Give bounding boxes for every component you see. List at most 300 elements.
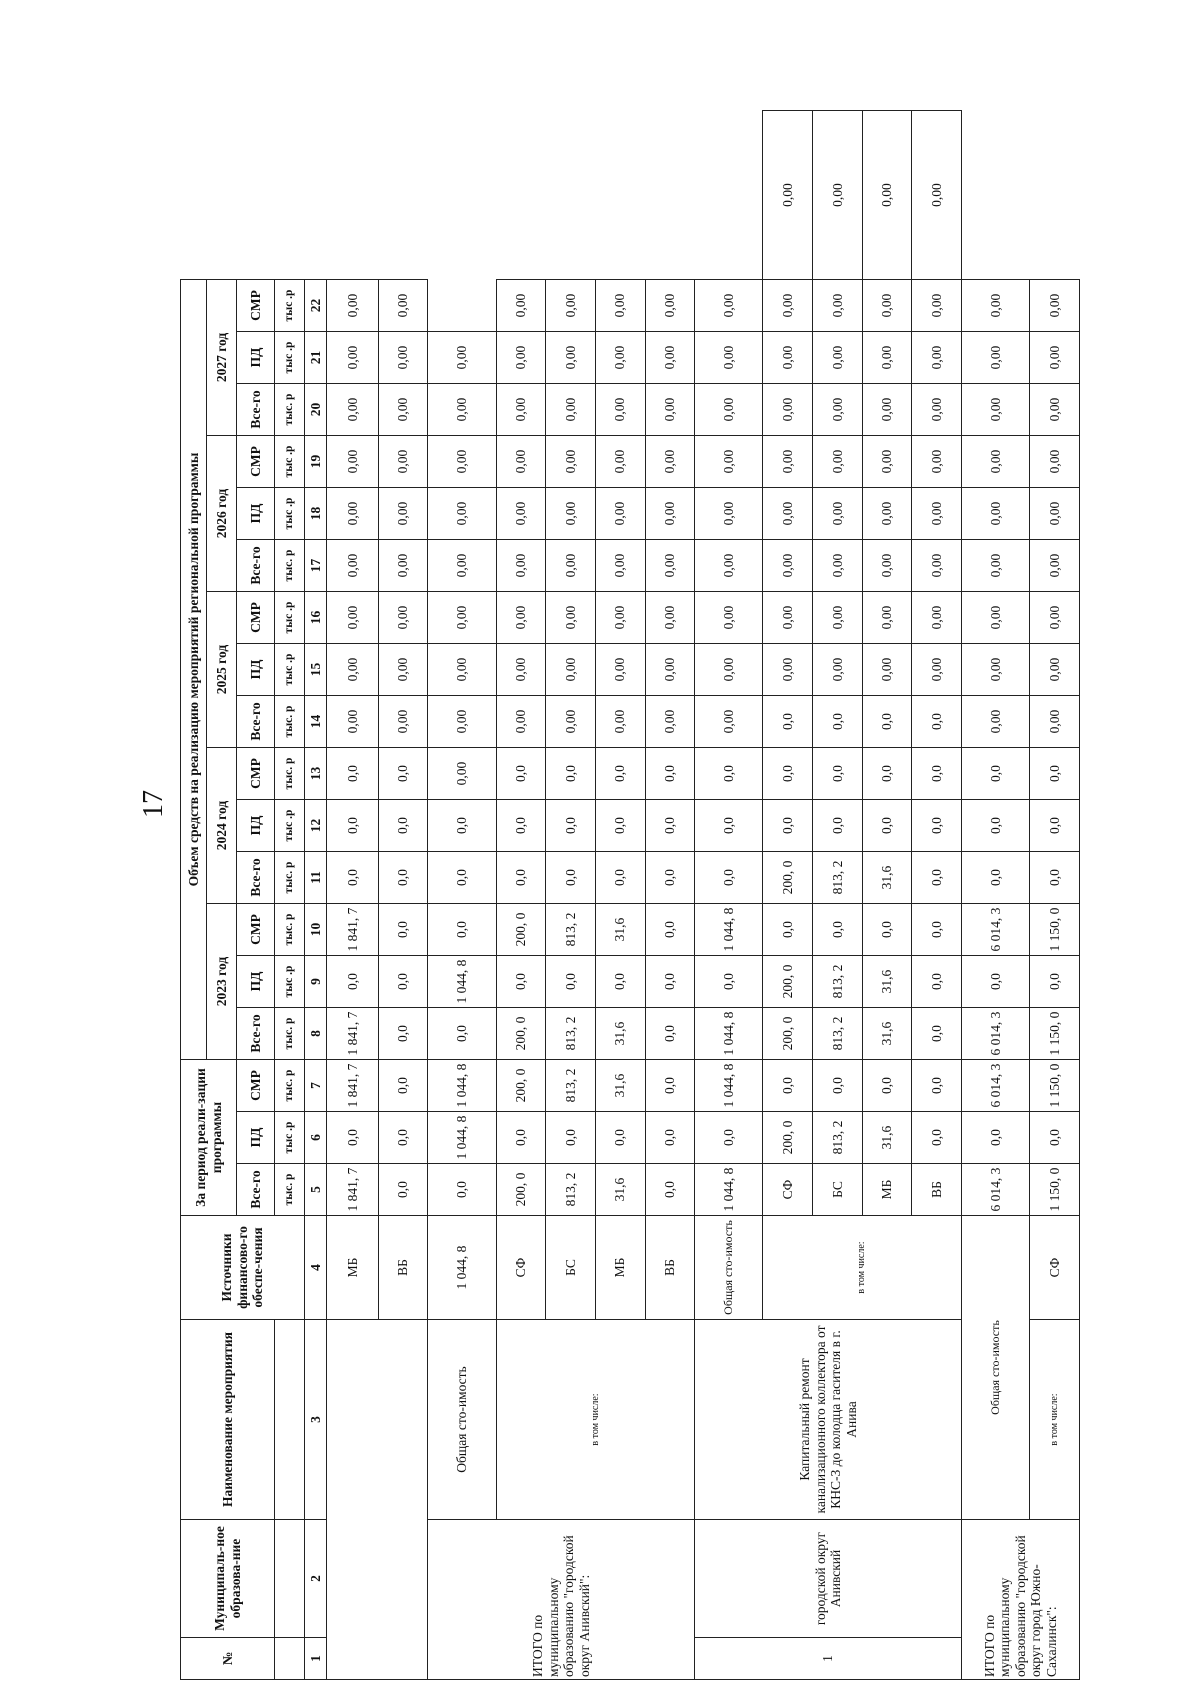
header-mo: Муниципаль-ное образова-ние [181, 1520, 275, 1638]
value-cell: 0,0 [763, 696, 813, 748]
col-number: 17 [305, 540, 327, 592]
value-cell: 0,00 [763, 540, 813, 592]
header-year-2026: 2026 год [207, 436, 237, 592]
value-cell: 0,00 [645, 592, 695, 644]
value-cell: 0,00 [813, 111, 863, 280]
value-cell: 0,0 [546, 748, 596, 800]
value-cell: 0,00 [962, 332, 1030, 384]
header-no: № [181, 1638, 275, 1680]
value-cell: 0,00 [327, 644, 379, 696]
col-number: 4 [305, 1216, 327, 1320]
value-cell: 0,00 [496, 592, 546, 644]
value-cell: 0,0 [546, 1112, 596, 1164]
value-cell: 0,00 [595, 384, 645, 436]
value-cell: 0,0 [695, 748, 763, 800]
value-cell: 0,0 [763, 800, 813, 852]
value-cell: 0,00 [546, 644, 596, 696]
col-number: 20 [305, 384, 327, 436]
value-cell: 0,0 [813, 696, 863, 748]
sub-all: Все-го [237, 1164, 275, 1216]
table-row [327, 111, 379, 1680]
col-number: 8 [305, 1008, 327, 1060]
unit-pd: тыс .р [275, 956, 305, 1008]
value-cell: 0,0 [862, 904, 912, 956]
value-cell: 0,00 [645, 488, 695, 540]
value-cell: 0,00 [428, 748, 496, 800]
value-cell: 0,0 [378, 1008, 428, 1060]
value-cell: 6 014, 3 [962, 1164, 1030, 1216]
value-cell: 0,00 [695, 279, 763, 331]
header-source: Источники финансово-го обеспе-чения [181, 1216, 305, 1320]
value-cell: 1 841, 7 [327, 1060, 379, 1112]
value-cell: 813, 2 [813, 956, 863, 1008]
source-label: ВБ [378, 1216, 428, 1320]
value-cell: 0,00 [645, 644, 695, 696]
value-cell: 0,00 [645, 384, 695, 436]
value-cell: 0,0 [496, 800, 546, 852]
value-cell: 0,0 [378, 852, 428, 904]
value-cell: 0,0 [645, 904, 695, 956]
value-cell: 31,6 [862, 852, 912, 904]
value-cell: 1 150, 0 [1030, 1008, 1080, 1060]
value-cell: 0,00 [962, 384, 1030, 436]
value-cell: 200, 0 [763, 1112, 813, 1164]
value-cell: 0,00 [962, 279, 1030, 331]
value-cell: 0,00 [912, 436, 962, 488]
sub-pd: ПД [237, 644, 275, 696]
value-cell: 0,00 [428, 436, 496, 488]
value-cell: 0,0 [595, 956, 645, 1008]
unit-pd: тыс .р [275, 488, 305, 540]
value-cell: 1 841, 7 [327, 904, 379, 956]
value-cell: 0,00 [595, 436, 645, 488]
value-cell: 6 014, 3 [962, 1008, 1030, 1060]
value-cell: 0,00 [813, 644, 863, 696]
value-cell: 0,0 [912, 904, 962, 956]
value-cell: 813, 2 [546, 1060, 596, 1112]
value-cell: 0,00 [912, 488, 962, 540]
unit-pd: тыс .р [275, 800, 305, 852]
value-cell: 0,00 [763, 488, 813, 540]
value-cell: 0,00 [813, 436, 863, 488]
value-cell: 0,00 [378, 279, 428, 331]
sub-all: Все-го [237, 1008, 275, 1060]
value-cell: 0,00 [496, 332, 546, 384]
source-label: СФ [496, 1216, 546, 1320]
value-cell: 0,0 [763, 904, 813, 956]
value-cell: 0,0 [962, 956, 1030, 1008]
header-period: За период реали-зации программы [181, 1060, 237, 1216]
value-cell: 0,00 [813, 540, 863, 592]
value-cell: 0,0 [378, 956, 428, 1008]
value-cell: 0,0 [428, 852, 496, 904]
value-cell: 0,0 [378, 748, 428, 800]
value-cell: 1 044, 8 [428, 1112, 496, 1164]
sub-all: Все-го [237, 384, 275, 436]
value-cell: 0,00 [546, 540, 596, 592]
value-cell: 0,00 [496, 436, 546, 488]
value-cell: 0,0 [496, 748, 546, 800]
value-cell: 0,00 [595, 696, 645, 748]
value-cell: 0,0 [327, 956, 379, 1008]
value-cell: 0,0 [1030, 748, 1080, 800]
value-cell: 1 044, 8 [428, 956, 496, 1008]
sub-smr: СМР [237, 904, 275, 956]
value-cell: 0,0 [962, 1112, 1030, 1164]
value-cell: 0,00 [546, 332, 596, 384]
value-cell: 0,0 [595, 800, 645, 852]
value-cell: 0,00 [862, 332, 912, 384]
value-cell: 0,0 [962, 852, 1030, 904]
source-label: БС [813, 1164, 863, 1216]
value-cell: 0,0 [378, 800, 428, 852]
value-cell: 0,00 [496, 644, 546, 696]
value-cell: 0,0 [862, 800, 912, 852]
value-cell: 0,0 [546, 852, 596, 904]
value-cell: 0,00 [428, 488, 496, 540]
col-number: 15 [305, 644, 327, 696]
value-cell: 0,00 [763, 332, 813, 384]
value-cell: 0,00 [695, 332, 763, 384]
value-cell: 200, 0 [763, 956, 813, 1008]
value-cell: 0,00 [695, 384, 763, 436]
value-cell: 0,00 [378, 592, 428, 644]
col-number: 6 [305, 1112, 327, 1164]
source-label: Общая сто-имость [695, 1216, 763, 1320]
value-cell: 0,0 [813, 800, 863, 852]
value-cell: 0,0 [912, 956, 962, 1008]
value-cell: 1 841, 7 [327, 1164, 379, 1216]
value-cell: 0,00 [695, 436, 763, 488]
col-number: 3 [305, 1320, 327, 1520]
funding-table [180, 110, 1080, 1680]
value-cell: 0,0 [645, 852, 695, 904]
value-cell: 0,00 [912, 111, 962, 280]
value-cell: 0,0 [763, 748, 813, 800]
value-cell: 0,00 [327, 696, 379, 748]
value-cell: 0,00 [813, 384, 863, 436]
value-cell: 813, 2 [813, 1008, 863, 1060]
value-cell: 0,0 [496, 956, 546, 1008]
value-cell: 0,0 [496, 852, 546, 904]
value-cell: 0,0 [645, 748, 695, 800]
value-cell: 0,00 [695, 592, 763, 644]
value-cell: 0,00 [1030, 279, 1080, 331]
value-cell: 0,0 [813, 1060, 863, 1112]
value-cell: 813, 2 [813, 852, 863, 904]
value-cell: 0,00 [428, 384, 496, 436]
header-year-2024: 2024 год [207, 748, 237, 904]
value-cell: 0,00 [912, 644, 962, 696]
unit-all: тыс. р [275, 1164, 305, 1216]
sub-all: Все-го [237, 540, 275, 592]
value-cell: 0,00 [595, 488, 645, 540]
value-cell: 0,00 [862, 644, 912, 696]
value-cell: 0,0 [862, 1060, 912, 1112]
unit-pd: тыс .р [275, 644, 305, 696]
value-cell: 0,0 [695, 1112, 763, 1164]
value-cell: 0,0 [695, 956, 763, 1008]
col-number: 19 [305, 436, 327, 488]
value-cell: 0,00 [862, 436, 912, 488]
rotated-table-container [180, 110, 1080, 1680]
page-number: 17 [138, 790, 169, 818]
value-cell: 0,0 [327, 1112, 379, 1164]
value-cell: 0,00 [595, 540, 645, 592]
value-cell: 0,00 [1030, 592, 1080, 644]
col-number: 16 [305, 592, 327, 644]
value-cell: 31,6 [862, 1112, 912, 1164]
v-tom-chisle: в том числе: [1030, 1320, 1080, 1520]
value-cell: 0,0 [912, 696, 962, 748]
value-cell: 0,0 [962, 800, 1030, 852]
value-cell: 0,00 [327, 332, 379, 384]
source-label: СФ [763, 1164, 813, 1216]
col-number: 5 [305, 1164, 327, 1216]
header-volume: Объем средств на реализацию мероприятий региональной программы [181, 279, 207, 1059]
value-cell: 0,00 [912, 540, 962, 592]
value-cell: 0,00 [813, 488, 863, 540]
col-number: 10 [305, 904, 327, 956]
value-cell: 0,00 [862, 488, 912, 540]
table-row [428, 111, 496, 1680]
value-cell: 0,0 [428, 1164, 496, 1216]
value-cell: 31,6 [595, 1060, 645, 1112]
value-cell: 0,0 [1030, 800, 1080, 852]
value-cell: 0,00 [962, 592, 1030, 644]
value-cell: 0,00 [912, 279, 962, 331]
table-body [327, 111, 1080, 1680]
value-cell: 0,00 [962, 540, 1030, 592]
sub-smr: СМР [237, 592, 275, 644]
event-kns: Капитальный ремонт канализационного коллектора от КНС-3 до колодца гасителя в г. Анива [695, 1320, 962, 1520]
value-cell: 1 044, 8 [695, 1008, 763, 1060]
value-cell: 0,00 [1030, 436, 1080, 488]
value-cell: 0,00 [962, 696, 1030, 748]
col-number: 18 [305, 488, 327, 540]
header-event: Наименование мероприятия [181, 1320, 275, 1520]
sub-smr: СМР [237, 436, 275, 488]
v-tom-chisle: в том числе: [496, 1320, 695, 1520]
value-cell: 1 044, 8 [428, 1060, 496, 1112]
table-row [496, 111, 546, 1680]
value-cell: 0,0 [546, 800, 596, 852]
value-cell: 0,00 [695, 644, 763, 696]
table-row [962, 111, 1030, 1680]
value-cell: 0,00 [546, 279, 596, 331]
row-number: 1 [695, 1638, 962, 1680]
value-cell: 0,00 [546, 592, 596, 644]
value-cell: 0,0 [912, 800, 962, 852]
value-cell: 0,0 [645, 800, 695, 852]
source-label: ВБ [912, 1164, 962, 1216]
value-cell: 0,0 [912, 1008, 962, 1060]
unit-pd: тыс .р [275, 592, 305, 644]
value-cell: 0,00 [327, 540, 379, 592]
value-cell: 0,00 [595, 332, 645, 384]
value-cell: 0,00 [645, 540, 695, 592]
value-cell: 0,00 [1030, 540, 1080, 592]
value-cell: 0,0 [496, 1112, 546, 1164]
value-cell: 0,00 [428, 592, 496, 644]
unit-pd: тыс .р [275, 436, 305, 488]
value-cell: 0,0 [645, 956, 695, 1008]
value-cell: 0,00 [1030, 696, 1080, 748]
value-cell: 0,00 [962, 644, 1030, 696]
value-cell: 0,00 [428, 644, 496, 696]
header-year-2023: 2023 год [207, 904, 237, 1060]
col-number: 13 [305, 748, 327, 800]
value-cell: 0,00 [378, 644, 428, 696]
value-cell: 0,00 [378, 436, 428, 488]
source-label: МБ [862, 1164, 912, 1216]
col-number: 22 [305, 279, 327, 331]
value-cell: 0,00 [378, 332, 428, 384]
value-cell: 0,00 [428, 696, 496, 748]
value-cell: 813, 2 [546, 1008, 596, 1060]
sub-pd: ПД [237, 800, 275, 852]
value-cell: 0,00 [378, 488, 428, 540]
value-cell: 0,00 [428, 540, 496, 592]
value-cell: 0,0 [378, 1112, 428, 1164]
unit-all: тыс. р [275, 1060, 305, 1112]
col-number: 7 [305, 1060, 327, 1112]
value-cell: 0,00 [327, 279, 379, 331]
value-cell: 0,00 [1030, 644, 1080, 696]
source-label: БС [546, 1216, 596, 1320]
value-cell: 0,00 [327, 436, 379, 488]
value-cell: 0,0 [813, 904, 863, 956]
value-cell: 1 044, 8 [428, 1216, 496, 1320]
value-cell: 1 841, 7 [327, 1008, 379, 1060]
value-cell: 6 014, 3 [962, 1060, 1030, 1112]
sub-all: Все-го [237, 696, 275, 748]
sub-all: Все-го [237, 852, 275, 904]
value-cell: 0,00 [695, 488, 763, 540]
header-year-2025: 2025 год [207, 592, 237, 748]
table-row [695, 111, 763, 1680]
value-cell: 0,00 [496, 696, 546, 748]
value-cell: 200, 0 [496, 1008, 546, 1060]
value-cell: 0,00 [763, 111, 813, 280]
value-cell: 0,00 [813, 592, 863, 644]
col-number: 1 [305, 1638, 327, 1680]
value-cell: 0,0 [428, 1008, 496, 1060]
value-cell: 200, 0 [496, 1060, 546, 1112]
col-number: 21 [305, 332, 327, 384]
sub-pd: ПД [237, 1112, 275, 1164]
value-cell: 1 150, 0 [1030, 904, 1080, 956]
value-cell: 0,0 [428, 904, 496, 956]
v-tom-chisle: в том числе: [763, 1216, 962, 1320]
value-cell: 0,00 [763, 436, 813, 488]
value-cell: 0,00 [763, 384, 813, 436]
value-cell: 0,00 [695, 540, 763, 592]
value-cell: 0,00 [962, 436, 1030, 488]
unit-pd: тыс .р [275, 279, 305, 331]
value-cell: 1 044, 8 [695, 904, 763, 956]
value-cell: 0,0 [912, 1112, 962, 1164]
value-cell: 0,00 [862, 279, 912, 331]
value-cell: 0,00 [546, 488, 596, 540]
value-cell: 0,00 [813, 279, 863, 331]
value-cell: 0,00 [546, 696, 596, 748]
value-cell: 0,00 [645, 696, 695, 748]
value-cell: 0,0 [645, 1008, 695, 1060]
column-numbers-row [305, 111, 327, 1680]
unit-all: тыс. р [275, 540, 305, 592]
value-cell: 813, 2 [813, 1112, 863, 1164]
unit-all: тыс. р [275, 696, 305, 748]
value-cell: 0,00 [645, 279, 695, 331]
value-cell: 813, 2 [546, 904, 596, 956]
value-cell: 0,00 [327, 488, 379, 540]
value-cell: 0,00 [763, 279, 813, 331]
source-label: Общая сто-имость [428, 1320, 496, 1520]
col-number: 14 [305, 696, 327, 748]
value-cell: 0,00 [546, 436, 596, 488]
unit-all: тыс. р [275, 384, 305, 436]
value-cell: 31,6 [595, 1008, 645, 1060]
unit-pd: тыс .р [275, 332, 305, 384]
value-cell: 0,0 [327, 852, 379, 904]
value-cell: 0,0 [763, 1060, 813, 1112]
value-cell: 0,0 [546, 956, 596, 1008]
value-cell: 0,0 [862, 748, 912, 800]
cell-empty [327, 1320, 428, 1680]
unit-all: тыс. р [275, 852, 305, 904]
value-cell: 0,00 [327, 592, 379, 644]
col-number: 12 [305, 800, 327, 852]
value-cell: 200, 0 [496, 904, 546, 956]
value-cell: 0,0 [378, 904, 428, 956]
value-cell: 0,00 [645, 436, 695, 488]
unit-all: тыс. р [275, 748, 305, 800]
value-cell: 200, 0 [763, 852, 813, 904]
col-number: 2 [305, 1520, 327, 1638]
value-cell: 0,00 [1030, 332, 1080, 384]
value-cell: 0,00 [862, 111, 912, 280]
value-cell: 0,0 [1030, 852, 1080, 904]
value-cell: 0,0 [595, 852, 645, 904]
value-cell: 0,0 [378, 1060, 428, 1112]
col-number: 11 [305, 852, 327, 904]
value-cell: 0,00 [862, 592, 912, 644]
value-cell: 200, 0 [763, 1008, 813, 1060]
value-cell: 0,00 [1030, 488, 1080, 540]
unit-pd: тыс .р [275, 1112, 305, 1164]
value-cell: 0,00 [595, 279, 645, 331]
col-number: 9 [305, 956, 327, 1008]
sub-pd: ПД [237, 956, 275, 1008]
value-cell: 0,0 [595, 1112, 645, 1164]
value-cell: 0,00 [378, 540, 428, 592]
value-cell: 0,00 [912, 332, 962, 384]
value-cell: 0,0 [862, 696, 912, 748]
sub-smr: СМР [237, 748, 275, 800]
value-cell: 0,00 [496, 384, 546, 436]
value-cell: 0,0 [962, 748, 1030, 800]
value-cell: 31,6 [862, 1008, 912, 1060]
source-label: МБ [327, 1216, 379, 1320]
itogo-yuzhno-label: ИТОГО по муниципальному образованию "городской округ город Южно-Сахалинск": [962, 1520, 1080, 1680]
value-cell: 0,00 [813, 332, 863, 384]
sub-smr: СМР [237, 1060, 275, 1112]
value-cell: 0,00 [496, 540, 546, 592]
value-cell: 0,0 [428, 800, 496, 852]
value-cell: 0,00 [912, 384, 962, 436]
value-cell: 200, 0 [496, 1164, 546, 1216]
